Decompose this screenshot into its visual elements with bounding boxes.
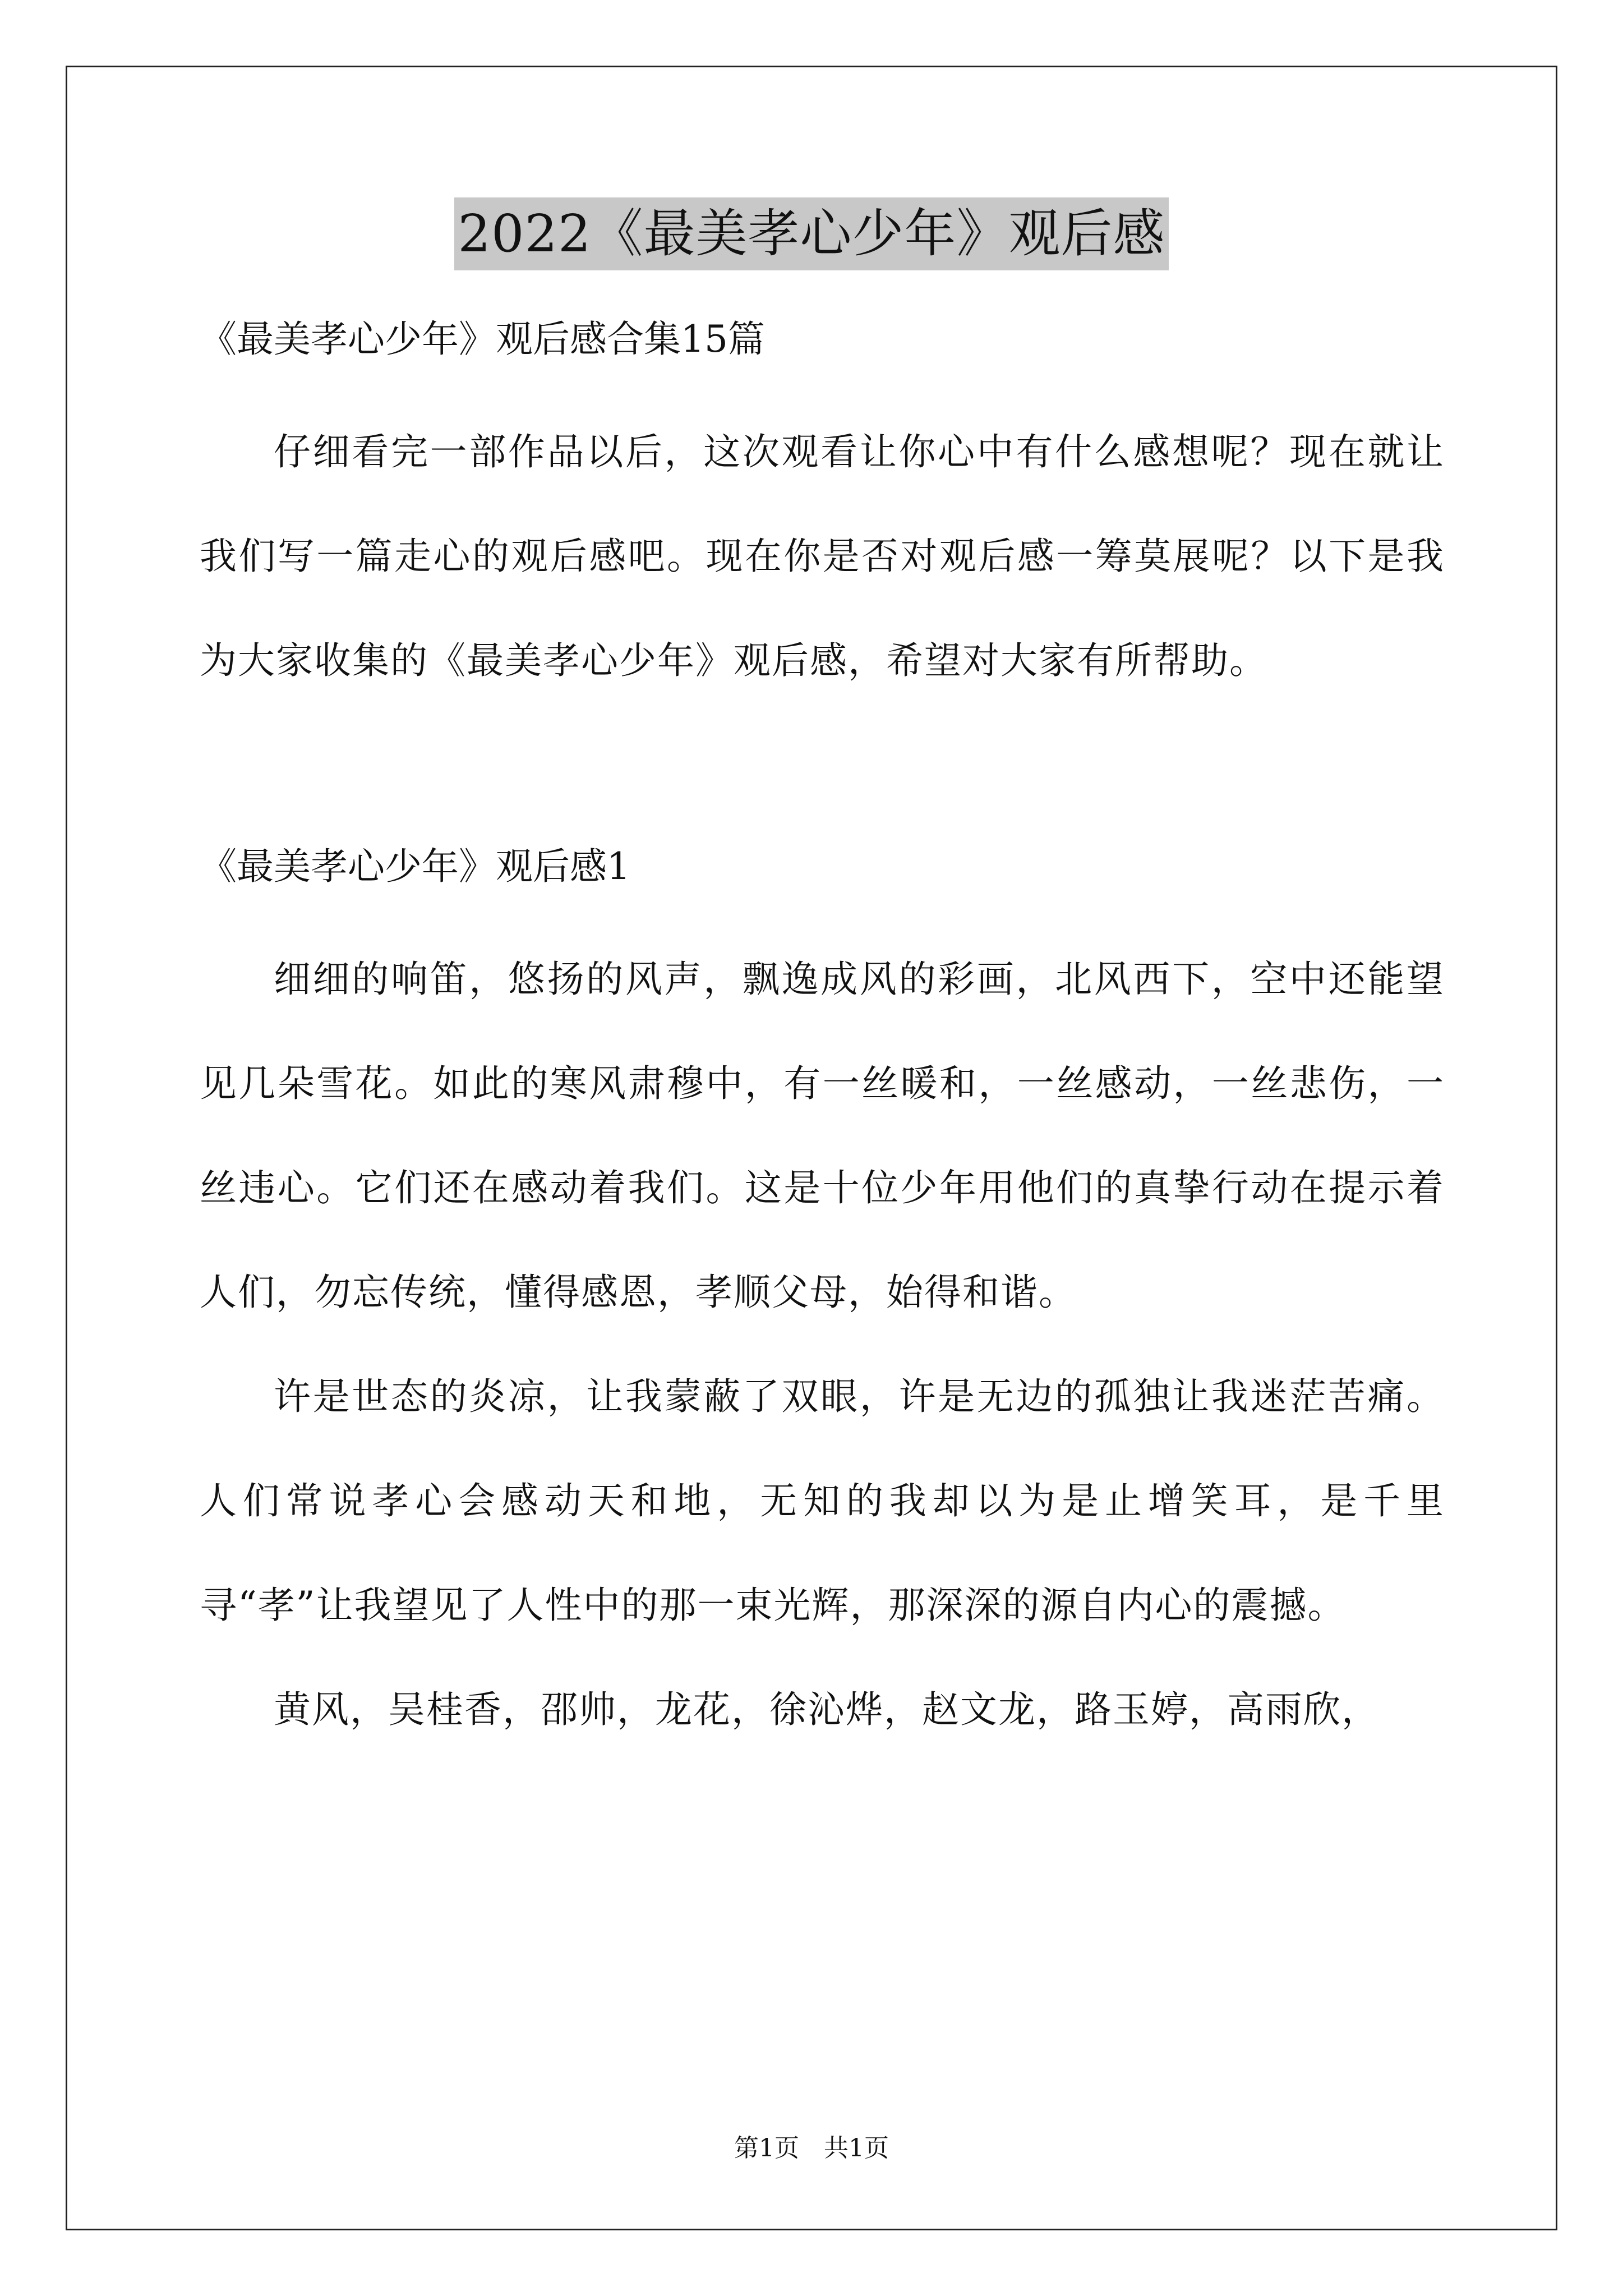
section-heading: 《最美孝心少年》观后感1 [200,845,630,888]
document-title: 2022《最美孝心少年》观后感 [454,197,1168,270]
spacer [200,373,1445,400]
spacer [200,713,1445,833]
document-body [200,306,1445,1762]
title-container [0,197,1623,270]
collection-heading: 《最美孝心少年》观后感合集15篇 [200,318,765,361]
body-paragraph-2: 许是世态的炎凉，让我蒙蔽了双眼，许是无边的孤独让我迷茫苦痛。人们常说孝心会感动天和地，无知的我却以为是止增笑耳，是千里寻“孝”让我望见了人性中的那一束光辉，那深深的源自内心的震撼。 [200,1375,1445,1627]
spacer [200,900,1445,927]
page-footer: 第1页 共1页 [734,2134,889,2162]
body-paragraph-1: 细细的响笛，悠扬的风声，飘逸成风的彩画，北风西下，空中还能望见几朵雪花。如此的寒风肃穆中，有一丝暖和，一丝感动，一丝悲伤，一丝违心。它们还在感动着我们。这是十位少年用他们的真挚行动在提示着人们，勿忘传统，懂得感恩，孝顺父母，始得和谐。 [200,958,1445,1314]
intro-paragraph: 仔细看完一部作品以后，这次观看让你心中有什么感想呢？现在就让我们写一篇走心的观后感吧。现在你是否对观后感一筹莫展呢？以下是我为大家收集的《最美孝心少年》观后感，希望对大家有所帮助。 [200,430,1445,682]
body-paragraph-3: 黄风，吴桂香，邵帅，龙花，徐沁烨，赵文龙，路玉婷，高雨欣， [274,1688,1380,1731]
